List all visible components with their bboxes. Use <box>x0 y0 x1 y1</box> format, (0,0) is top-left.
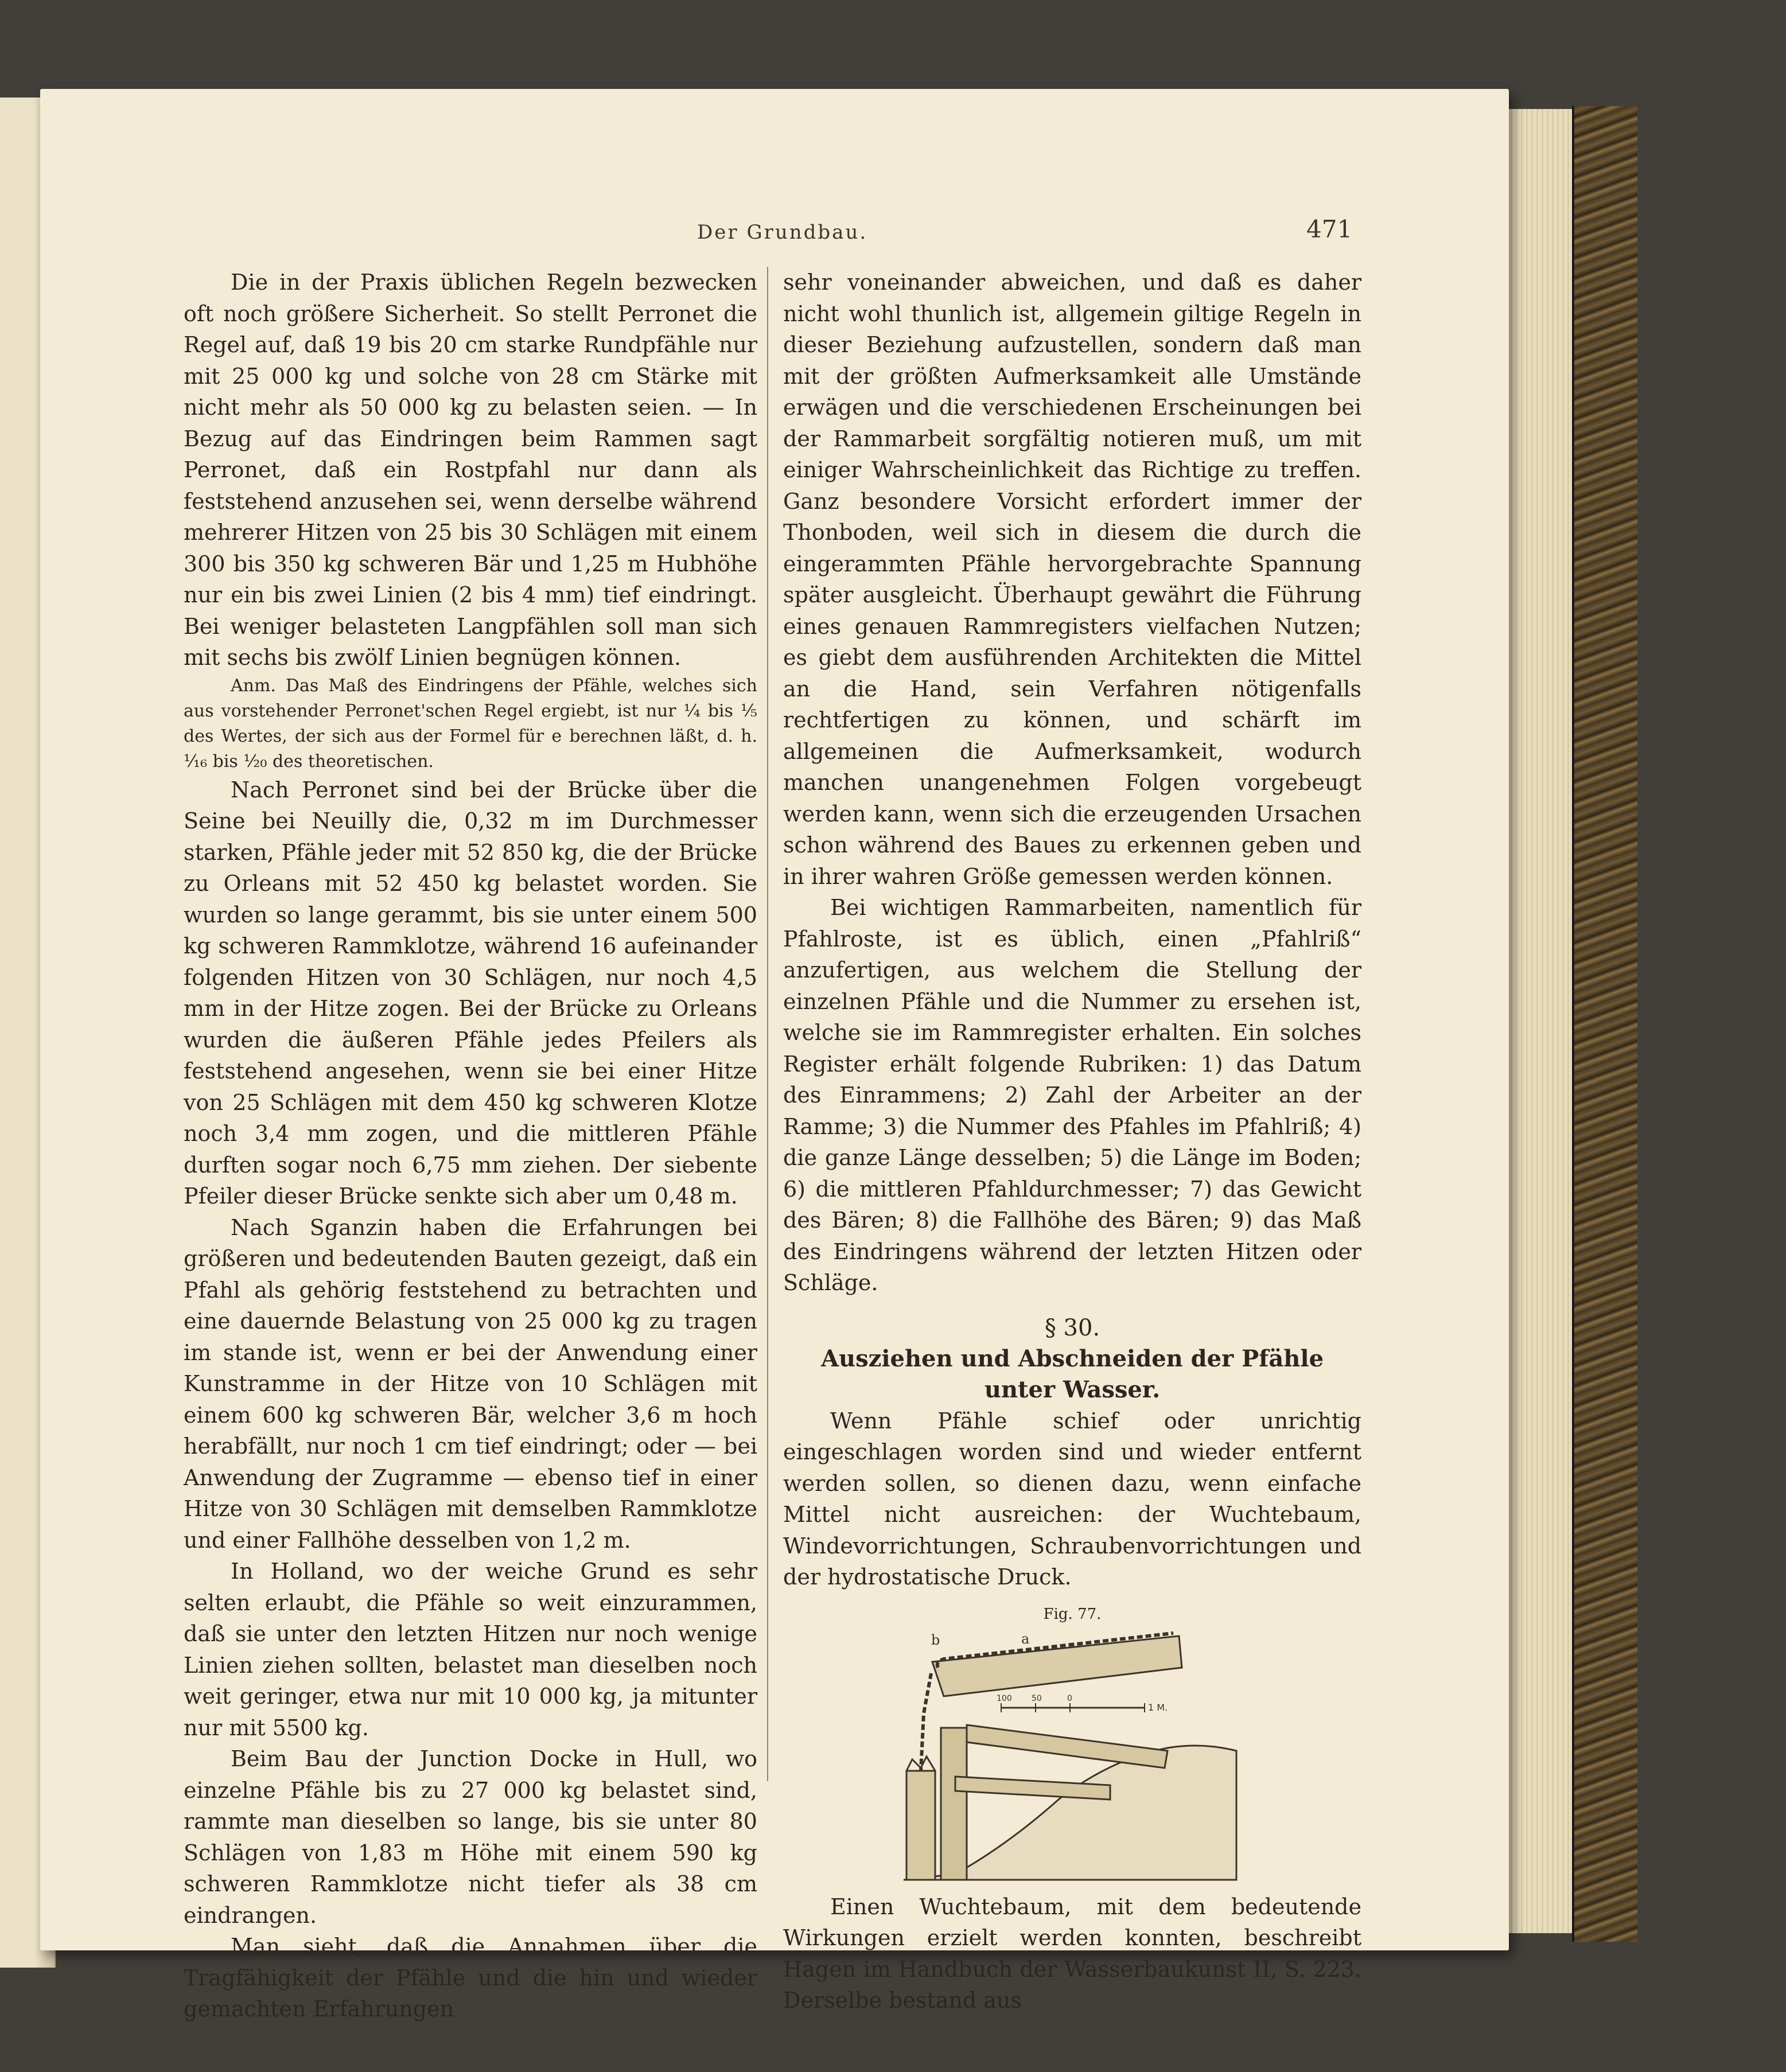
footnote: Anm. Das Maß des Eindringens der Pfähle, welches sich aus vorstehender Perronet'schen Regel ergiebt, ist nur ¼ bis ⅕ des Wertes, der sich aus der Formel für e berechnen läßt, d. h. ¹⁄₁₆ bis ¹⁄₂₀ des theoretischen. <box>184 675 757 772</box>
paragraph: Wenn Pfähle schief oder unrichtig eingeschlagen worden sind und wieder entfernt werden sollen, so dienen dazu, wenn einfache Mittel nicht ausreichen: der Wuchtebaum, Windevorrichtungen, Schraubenvorrichtungen und der hydrostatische Druck. <box>783 1408 1361 1590</box>
figure-label: Fig. 77. <box>1043 1605 1102 1623</box>
scale-label: 100 <box>997 1693 1012 1703</box>
scale-label: 0 <box>1067 1693 1072 1703</box>
running-title: Der Grundbau. <box>697 221 868 244</box>
paragraph: Nach Perronet sind bei der Brücke über die Seine bei Neuilly die, 0,32 m im Durchmesser starken, Pfähle jeder mit 52 850 kg, die der Brücke zu Orleans mit 52 450 kg belastet worden. Sie wurden so lange gerammt, bis sie unter einem 500 kg schweren Rammklotze, während 16 aufeinander folgenden Hitzen von 30 Schlägen, nur noch 4,5 mm in der Hitze zogen. Bei der Brücke zu Orleans wurden die äußeren Pfähle jedes Pfeilers als feststehend angesehen, wenn sie bei einer Hitze von 25 Schlägen mit dem 450 kg schweren Klotze noch 3,4 mm zogen, und die mittleren Pfähle durften sogar noch 6,75 mm ziehen. Der siebente Pfeiler dieser Brücke senkte sich aber um 0,48 m. <box>184 777 757 1209</box>
paragraph: Einen Wuchtebaum, mit dem bedeutende Wirkungen erzielt werden konnten, beschreibt Hagen im Handbuch der Wasserbaukunst II, S. 223. Derselbe bestand aus <box>783 1894 1361 2013</box>
section-title: Ausziehen und Abschneiden der Pfähle unter Wasser. <box>820 1345 1324 1403</box>
figure-letter-a: a <box>1021 1630 1030 1647</box>
scale-label: 1 M. <box>1148 1701 1168 1713</box>
section-number: § 30. <box>1044 1314 1100 1341</box>
scale-label: 50 <box>1032 1693 1042 1703</box>
column-rule <box>767 267 768 1781</box>
paragraph: Die in der Praxis üblichen Regeln bezwecken oft noch größere Sicherheit. So stellt Perronet die Regel auf, daß 19 bis 20 cm starke Rundpfähle nur mit 25 000 kg und solche von 28 cm Stärke mit nicht mehr als 50 000 kg zu belasten seien. — In Bezug auf das Eindringen beim Rammen sagt Perronet, daß ein Rostpfahl nur dann als feststehend anzusehen sei, wenn derselbe während mehrerer Hitzen von 25 bis 30 Schlägen mit einem 300 bis 350 kg schweren Bär und 1,25 m Hubhöhe nur ein bis zwei Linien (2 bis 4 mm) tief eindringt. Bei weniger belasteten Langpfählen soll man sich mit sechs bis zwölf Linien begnügen können. <box>184 270 757 670</box>
book-cover-edge <box>1572 106 1637 1942</box>
left-column <box>184 267 757 2025</box>
paragraph: In Holland, wo der weiche Grund es sehr selten erlaubt, die Pfähle so weit einzurammen, daß sie unter den letzten Hitzen nur noch wenige Linien ziehen sollten, belastet man dieselben noch weit geringer, etwa nur mit 10 000 kg, ja mitunter nur mit 5500 kg. <box>184 1559 757 1740</box>
paragraph: Man sieht, daß die Annahmen über die Tragfähigkeit der Pfähle und die hin und wieder gemachten Erfahrungen <box>184 1934 757 2022</box>
page-number: 471 <box>1306 215 1353 243</box>
right-column <box>783 267 1361 2016</box>
paragraph: Nach Sganzin haben die Erfahrungen bei größeren und bedeutenden Bauten gezeigt, daß ein Pfahl als gehörig feststehend zu betrachten und eine dauernde Belastung von 25 000 kg zu tragen im stande ist, wenn er bei der Anwendung einer Kunstramme in der Hitze von 10 Schlägen mit einem 600 kg schweren Bär, welcher 3,6 m hoch herabfällt, nur noch 1 cm tief eindringt; oder — bei Anwendung der Zugramme — ebenso tief in einer Hitze von 30 Schlägen mit demselben Rammklotze und einer Fallhöhe desselben von 1,2 m. <box>184 1214 757 1553</box>
paragraph: Bei wichtigen Rammarbeiten, namentlich für Pfahlroste, ist es üblich, einen „Pfahlriß“ anzufertigen, aus welchem die Stellung der einzelnen Pfähle und die Nummer zu ersehen ist, welche sie im Rammregister erhalten. Ein solches Register erhält folgende Rubriken: 1) das Datum des Einrammens; 2) Zahl der Arbeiter an der Ramme; 3) die Nummer des Pfahles im Pfahlriß; 4) die ganze Länge desselben; 5) die Länge im Boden; 6) die mittleren Pfahldurchmesser; 7) das Gewicht des Bären; 8) die Fallhöhe des Bären; 9) das Maß des Eindringens während der letzten Hitzen oder Schläge. <box>783 895 1361 1295</box>
figure-wuchtebaum <box>783 1627 1361 1891</box>
wuchtebaum-illustration <box>869 1627 1271 1891</box>
paragraph: sehr voneinander abweichen, und daß es daher nicht wohl thunlich ist, allgemein giltige Regeln in dieser Beziehung aufzustellen, sondern daß man mit der größten Aufmerksamkeit alle Umstände erwägen und die verschiedenen Erscheinungen bei der Rammarbeit sorgfältig notieren muß, um mit einiger Wahrscheinlichkeit das Richtige zu treffen. Ganz besondere Vorsicht erfordert immer der Thonboden, weil sich in diesem die durch die eingerammten Pfähle hervorgebrachte Spannung später ausgleicht. Überhaupt gewährt die Führung eines genauen Rammregisters vielfachen Nutzen; es giebt dem ausführenden Architekten die Mittel an die Hand, sein Verfahren nötigenfalls rechtfertigen zu können, und schärft im allgemeinen die Aufmerksamkeit, wodurch manchen unangenehmen Folgen vorgebeugt werden kann, wenn sich die erzeugenden Ursachen schon während des Baues zu erkennen geben und in ihrer wahren Größe gemessen werden können. <box>783 270 1361 889</box>
paragraph: Beim Bau der Junction Docke in Hull, wo einzelne Pfähle bis zu 27 000 kg belastet sind, rammte man dieselben so lange, bis sie unter 80 Schlägen von 1,83 m Höhe mit einem 590 kg schweren Rammklotze nicht tiefer als 38 cm eindrangen. <box>184 1746 757 1928</box>
figure-letter-b: b <box>931 1631 940 1648</box>
